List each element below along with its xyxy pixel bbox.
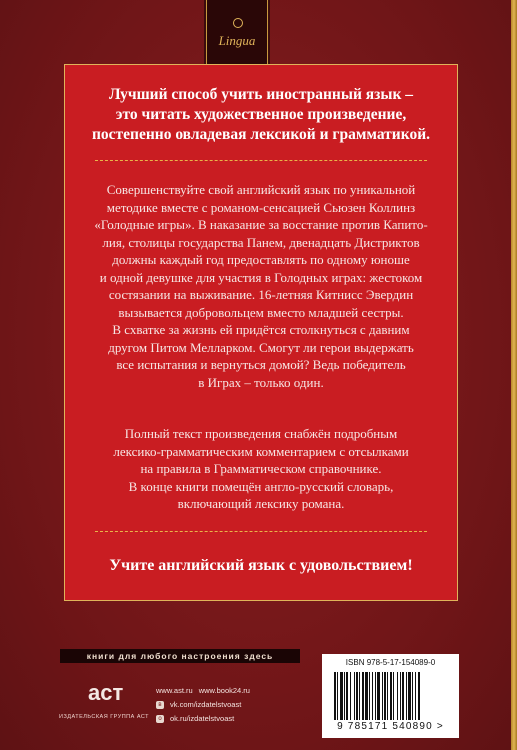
synopsis-line: лия, столицы государства Панем, двенадцать Дистриктов: [102, 234, 420, 250]
barcode-bar: [418, 672, 420, 720]
barcode-bar: [412, 672, 413, 720]
publisher-footer: [0, 640, 517, 750]
barcode-bar: [400, 672, 401, 720]
barcode-bar: [362, 672, 364, 720]
barcode-bar: [356, 672, 358, 720]
vk-row: [156, 698, 250, 712]
barcode-icon: [334, 672, 448, 720]
synopsis-line: состязании на выживание. 16-летняя Китнисс Эвердин: [108, 287, 414, 302]
barcode-bar: [382, 672, 383, 720]
barcode-bar: [393, 672, 394, 720]
publisher-caption: ИЗДАТЕЛЬСКАЯ ГРУППА АСТ: [58, 714, 150, 720]
synopsis-line: Совершенствуйте свой английский язык по уникальной: [106, 182, 416, 197]
synopsis-line: В схватке за жизнь ей придётся столкнуться с давним: [112, 322, 410, 337]
features-line: на правила в Грамматическом справочнике.: [140, 461, 382, 476]
features-line: Полный текст произведения снабжён подробным: [124, 426, 398, 441]
ok-row: [156, 712, 250, 726]
intro-line: Лучший способ учить иностранный язык –: [108, 86, 414, 103]
barcode-bar: [406, 672, 407, 720]
divider-bottom: [95, 531, 427, 532]
ast-logo-text: аст: [88, 680, 124, 705]
synopsis-line: «Голодные игры». В наказание за восстание против Капито-: [94, 217, 428, 232]
ast-logo-icon: [86, 674, 130, 708]
barcode-bar: [372, 672, 373, 720]
synopsis-line: и одной девушке для участия в Голодных играх: жестоком: [99, 269, 423, 285]
intro-line: это читать художественное произведение,: [115, 106, 407, 123]
publisher-links: [156, 684, 250, 726]
synopsis-line: вызывается добровольцем вместо младшей сестры.: [118, 304, 404, 320]
features-line: включающий лексику романа.: [177, 496, 345, 511]
intro-text: [65, 85, 457, 145]
divider-top: [95, 160, 427, 161]
book24-link[interactable]: www.book24.ru: [198, 686, 250, 695]
ok-link[interactable]: ok.ru/izdatelstvoast: [170, 714, 235, 723]
synopsis-line: должны каждый год предоставлять по одному юноше: [112, 252, 410, 267]
barcode-bar: [402, 672, 404, 720]
web-links-row: [156, 684, 250, 698]
barcode-bar: [359, 672, 360, 720]
barcode-bar: [344, 672, 345, 720]
barcode-bar: [365, 672, 368, 720]
barcode-bar: [408, 672, 411, 720]
features-line: лексико-грамматическим комментарием с отсылками: [113, 443, 409, 459]
barcode-bar: [346, 672, 348, 720]
tagline-bar: книги для любого настроения здесь: [60, 649, 300, 663]
barcode-bar: [337, 672, 338, 720]
isbn-text: ISBN 978-5-17-154089-0: [345, 658, 436, 667]
barcode-bar: [354, 672, 355, 720]
barcode-bar: [415, 672, 416, 720]
logo-text: Lingua: [218, 33, 256, 48]
synopsis-line: методике вместе с романом-сенсацией Сьюзен Коллинз: [106, 199, 416, 215]
barcode-bar: [387, 672, 388, 720]
barcode-bar: [384, 672, 386, 720]
barcode-bar: [375, 672, 376, 720]
synopsis-text: [65, 181, 457, 391]
features-line: В конце книги помещён англо-русский словарь,: [128, 478, 394, 494]
logo-ornament-icon: [233, 18, 243, 28]
barcode-bar: [340, 672, 343, 720]
barcode-bar: [397, 672, 398, 720]
gold-spine-strip: [511, 0, 517, 750]
barcode-bar: [350, 672, 351, 720]
barcode-number: 9 785171 540890 >: [337, 721, 444, 732]
features-text: [65, 425, 457, 513]
web-link[interactable]: www.ast.ru: [156, 686, 193, 695]
barcode-box: [322, 654, 459, 738]
synopsis-line: в Играх – только один.: [198, 374, 324, 390]
intro-line: постепенно овладевая лексикой и грамматикой.: [91, 126, 431, 143]
barcode-bar: [334, 672, 336, 720]
vk-link[interactable]: vk.com/izdatelstvoast: [170, 700, 242, 709]
synopsis-line: другом Питом Мелларком. Смогут ли герои выдержать: [108, 339, 414, 355]
ok-icon: о: [156, 715, 164, 723]
barcode-bar: [369, 672, 370, 720]
description-panel: [64, 64, 458, 601]
lingua-logo: [206, 0, 268, 65]
barcode-bar: [390, 672, 392, 720]
vk-icon: в: [156, 701, 164, 709]
barcode-bar: [377, 672, 380, 720]
slogan-text: Учите английский язык с удовольствием!: [109, 557, 413, 574]
synopsis-line: все испытания и вернуться домой? Ведь победитель: [116, 357, 406, 372]
